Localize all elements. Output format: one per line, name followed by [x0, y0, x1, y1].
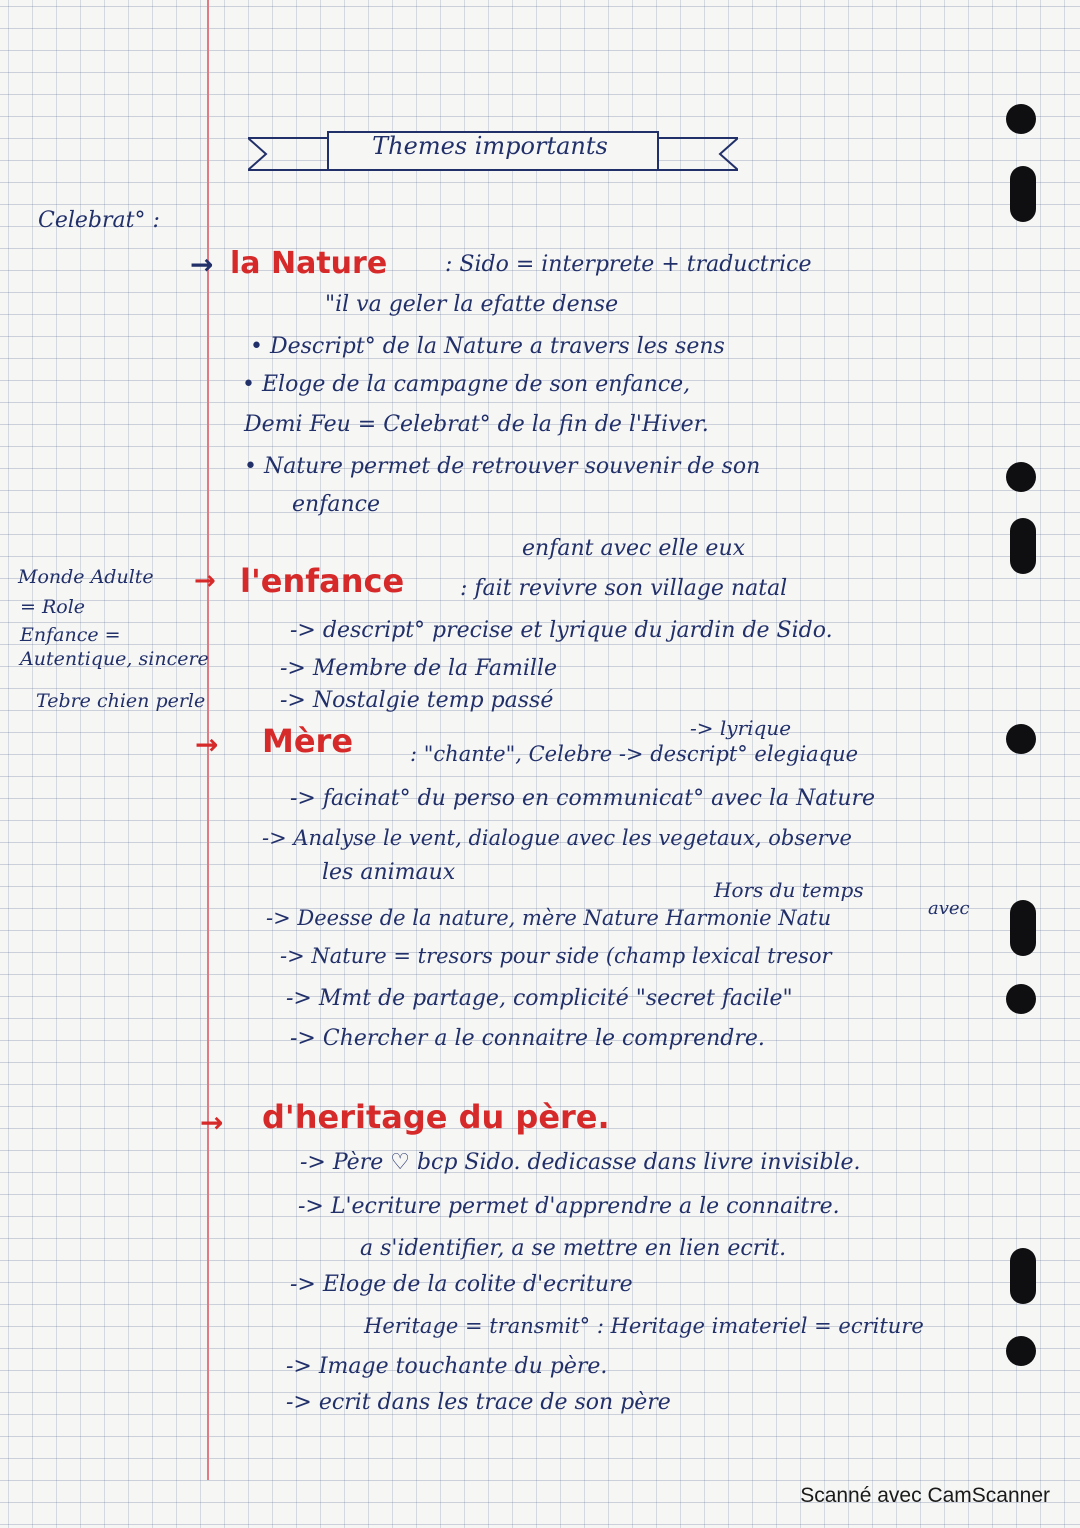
section-heading-enfance: l'enfance: [240, 562, 405, 600]
heritage-line: a s'identifier, a se mettre en lien ecrit.: [360, 1236, 787, 1261]
nature-line: • Nature permet de retrouver souvenir de son: [244, 454, 761, 479]
nature-line: Demi Feu = Celebrat° de la fin de l'Hiver.: [244, 412, 709, 437]
section-heading-nature: la Nature: [230, 246, 388, 281]
mere-line: -> Analyse le vent, dialogue avec les vegetaux, observe: [262, 826, 852, 850]
binder-hole: [1006, 1336, 1036, 1366]
page-title: Themes importants: [372, 132, 608, 160]
nature-line: "il va geler la efatte dense: [325, 292, 619, 317]
margin-note-monde: Monde Adulte: [18, 566, 154, 588]
binder-hole: [1010, 166, 1036, 222]
section-heading-heritage: d'heritage du père.: [262, 1098, 610, 1136]
nature-line: enfance: [292, 492, 380, 517]
binder-hole: [1010, 518, 1036, 574]
heritage-line: -> Image touchante du père.: [286, 1354, 608, 1379]
binder-hole: [1010, 900, 1036, 956]
margin-note-role: = Role: [20, 596, 86, 618]
margin-note-tebre: Tebre chien perle: [36, 690, 206, 712]
arrow-icon: →: [200, 1106, 224, 1139]
arrow-icon: →: [195, 728, 219, 761]
heritage-line: -> Eloge de la colite d'ecriture: [290, 1272, 633, 1297]
nature-line: • Descript° de la Nature a travers les sens: [250, 334, 725, 359]
binder-hole: [1006, 462, 1036, 492]
enfance-line: -> descript° precise et lyrique du jardin de Sido.: [290, 618, 833, 643]
enfance-line: -> Membre de la Famille: [280, 656, 557, 681]
binder-hole: [1010, 1248, 1036, 1304]
heritage-line: -> ecrit dans les trace de son père: [286, 1390, 671, 1415]
binder-hole: [1006, 724, 1036, 754]
mere-line: -> Chercher a le connaitre le comprendre.: [290, 1026, 765, 1051]
mere-avec-note: avec: [928, 898, 970, 919]
margin-note-authentique: Autentique, sincere: [20, 648, 209, 670]
enfance-line: -> Nostalgie temp passé: [280, 688, 554, 713]
arrow-icon: →: [194, 566, 216, 596]
heritage-line: -> L'ecriture permet d'apprendre a le connaitre.: [298, 1194, 840, 1219]
mere-line: les animaux: [322, 860, 456, 885]
enfance-line: : fait revivre son village natal: [460, 576, 788, 601]
margin-note-enfance: Enfance =: [20, 624, 121, 646]
enfance-above-note: enfant avec elle eux: [522, 536, 746, 561]
mere-line: -> facinat° du perso en communicat° avec la Nature: [290, 786, 876, 811]
heritage-line: Heritage = transmit° : Heritage imateriel = ecriture: [364, 1314, 924, 1338]
margin-note-celebrat: Celebrat° :: [38, 208, 160, 233]
mere-lyrique-note: -> lyrique: [690, 716, 792, 740]
mere-hors-note: Hors du temps: [714, 878, 864, 902]
section-heading-mere: Mère: [262, 722, 354, 760]
mere-line: : "chante", Celebre -> descript° elegiaque: [410, 742, 859, 766]
binder-hole: [1006, 104, 1036, 134]
scanner-watermark: Scanné avec CamScanner: [800, 1484, 1050, 1507]
heritage-line: -> Père ♡ bcp Sido. dedicasse dans livre invisible.: [300, 1150, 861, 1175]
mere-line: -> Nature = tresors pour side (champ lexical tresor: [280, 944, 832, 968]
nature-line: • Eloge de la campagne de son enfance,: [242, 372, 691, 397]
binder-hole: [1006, 984, 1036, 1014]
nature-line: : Sido = interprete + traductrice: [445, 252, 812, 277]
arrow-icon: →: [190, 248, 214, 281]
mere-line: -> Deesse de la nature, mère Nature Harmonie Natu: [266, 906, 832, 930]
mere-line: -> Mmt de partage, complicité "secret facile": [286, 986, 793, 1011]
